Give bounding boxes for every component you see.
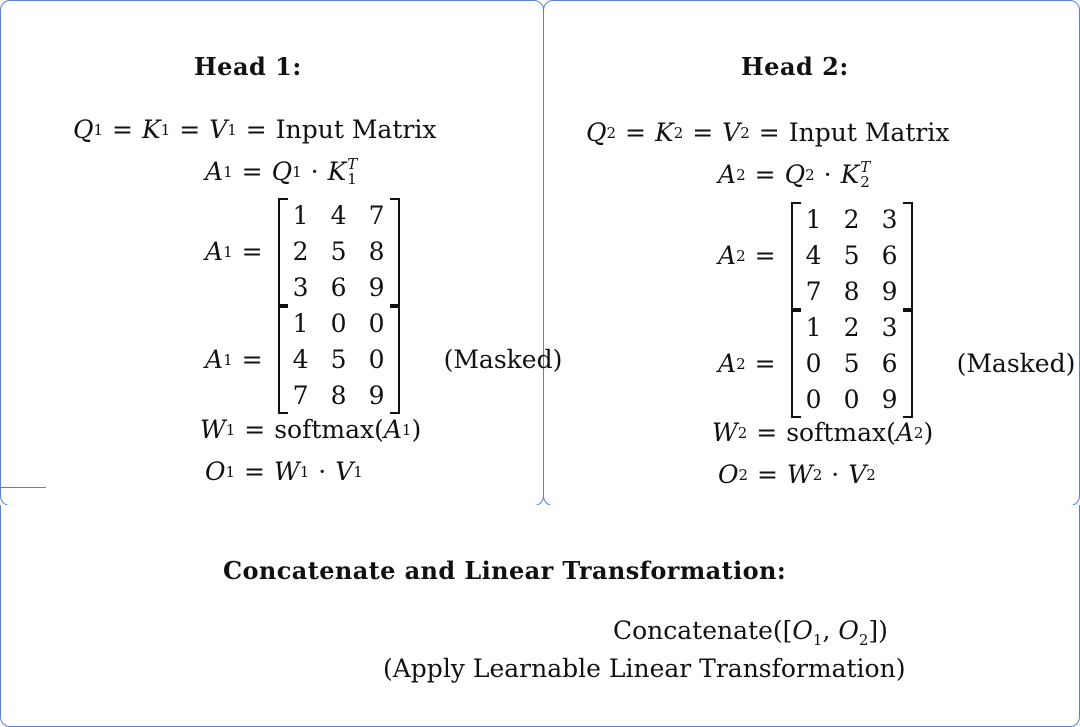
concat-panel <box>0 505 1080 727</box>
matrix-cell: 6 <box>330 273 347 302</box>
head1-attention-equation: A 1 = Q 1 · K T 1 <box>205 155 358 188</box>
head1-output-equation: O 1 = W 1 · V 1 <box>205 457 363 486</box>
matrix-cell: 1 <box>805 313 822 342</box>
matrix-cell: 4 <box>292 345 309 374</box>
matrix-cell: 8 <box>330 381 347 410</box>
matrix-cell: 0 <box>805 349 822 378</box>
matrix-cell: 7 <box>292 381 309 410</box>
matrix-cell: 6 <box>881 241 898 270</box>
head1-qkv-equation: Q 1 = K 1 = V 1 = Input Matrix <box>73 115 437 144</box>
matrix-cell: 4 <box>330 201 347 230</box>
matrix-cell: 5 <box>330 237 347 266</box>
head1-attention-matrix <box>278 198 400 306</box>
matrix-cell: 8 <box>368 237 385 266</box>
panel-divider-stub <box>1 487 46 488</box>
head1-masked-matrix <box>278 306 400 414</box>
matrix-cell: 3 <box>292 273 309 302</box>
concat-expression: $Concatenate([O_1$, $O_2$]) <box>613 616 888 649</box>
matrix-cell: 0 <box>330 309 347 338</box>
head2-title: Head 2: <box>741 52 849 81</box>
head1-matrix-equation: A 1 = 1 4 7 2 5 8 3 6 9 <box>205 198 406 306</box>
matrix-cell: 1 <box>805 205 822 234</box>
head2-masked-note: (Masked) <box>956 349 1076 378</box>
matrix-cell: 1 <box>292 309 309 338</box>
head2-masked-matrix <box>791 310 913 418</box>
matrix-cell: 5 <box>330 345 347 374</box>
matrix-cell: 1 <box>292 201 309 230</box>
head2-masked-equation: A 2 = 1 2 3 0 5 6 0 0 9 (Masked) <box>718 310 1075 418</box>
matrix-cell: 9 <box>881 277 898 306</box>
matrix-cell: 3 <box>881 205 898 234</box>
head1-softmax-equation: W 1 = softmax ( A 1 ) <box>200 415 422 444</box>
matrix-cell: 0 <box>843 385 860 414</box>
head2-qkv-equation: Q 2 = K 2 = V 2 = Input Matrix <box>586 118 950 147</box>
head2-matrix-equation: A 2 = 1 2 3 4 5 6 7 8 9 <box>718 202 919 310</box>
matrix-cell: 2 <box>292 237 309 266</box>
head2-output-equation: O 2 = W 2 · V 2 <box>718 460 876 489</box>
concat-description: (Apply Learnable Linear Transformation) <box>383 654 906 683</box>
matrix-cell: 9 <box>881 385 898 414</box>
matrix-cell: 9 <box>368 381 385 410</box>
matrix-cell: 5 <box>843 349 860 378</box>
head2-attention-matrix <box>791 202 913 310</box>
head2-attention-equation: A 2 = Q 2 · K T 2 <box>718 158 871 191</box>
matrix-cell: 0 <box>368 309 385 338</box>
matrix-cell: 4 <box>805 241 822 270</box>
concat-title: Concatenate and Linear Transformation: <box>223 556 787 585</box>
head1-masked-note: (Masked) <box>443 345 563 374</box>
matrix-cell: 2 <box>843 313 860 342</box>
matrix-cell: 8 <box>843 277 860 306</box>
matrix-cell: 3 <box>881 313 898 342</box>
head1-masked-equation: A 1 = 1 0 0 4 5 0 7 8 9 (Masked) <box>205 306 562 414</box>
matrix-cell: 7 <box>368 201 385 230</box>
matrix-cell: 5 <box>843 241 860 270</box>
matrix-cell: 2 <box>843 205 860 234</box>
head2-softmax-equation: W 2 = softmax ( A 2 ) <box>712 418 934 447</box>
matrix-cell: 9 <box>368 273 385 302</box>
matrix-cell: 0 <box>368 345 385 374</box>
head1-title: Head 1: <box>194 52 302 81</box>
matrix-cell: 6 <box>881 349 898 378</box>
matrix-cell: 0 <box>805 385 822 414</box>
matrix-cell: 7 <box>805 277 822 306</box>
